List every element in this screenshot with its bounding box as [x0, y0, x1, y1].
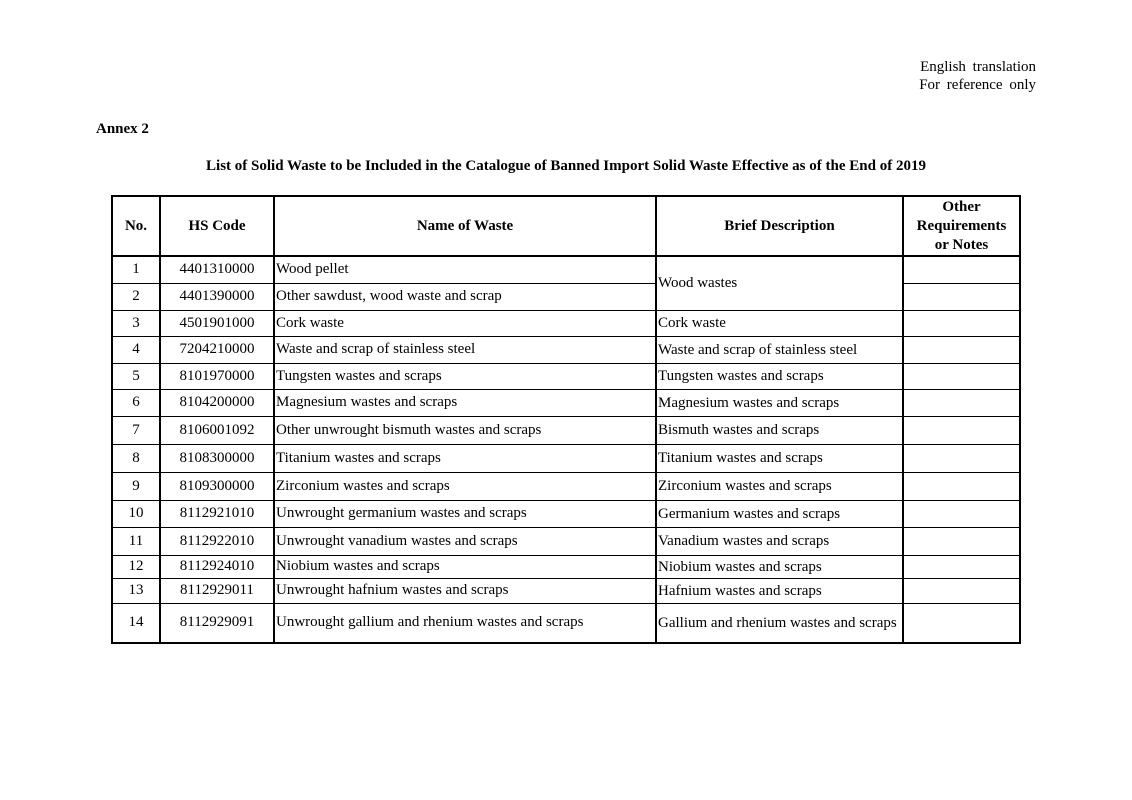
cell-description: Bismuth wastes and scraps — [656, 416, 903, 444]
cell-hs-code: 8112924010 — [160, 555, 274, 578]
cell-no: 8 — [112, 444, 160, 472]
cell-name: Other unwrought bismuth wastes and scraps — [274, 416, 656, 444]
cell-notes — [903, 603, 1020, 643]
cell-description: Gallium and rhenium wastes and scraps — [656, 603, 903, 643]
translation-note — [919, 58, 1036, 94]
table-row — [112, 472, 1020, 500]
cell-hs-code: 8109300000 — [160, 472, 274, 500]
cell-description: Zirconium wastes and scraps — [656, 472, 903, 500]
cell-hs-code: 8112921010 — [160, 500, 274, 527]
cell-hs-code: 8108300000 — [160, 444, 274, 472]
cell-name: Unwrought vanadium wastes and scraps — [274, 527, 656, 555]
cell-description: Magnesium wastes and scraps — [656, 389, 903, 416]
cell-no: 7 — [112, 416, 160, 444]
cell-description: Hafnium wastes and scraps — [656, 578, 903, 603]
cell-hs-code: 8112929011 — [160, 578, 274, 603]
cell-hs-code: 8112929091 — [160, 603, 274, 643]
waste-table — [111, 195, 1021, 644]
document-title: List of Solid Waste to be Included in the Catalogue of Banned Import Solid Waste Effective as of the End of 2019 — [206, 158, 926, 174]
cell-description: Titanium wastes and scraps — [656, 444, 903, 472]
cell-no: 13 — [112, 578, 160, 603]
cell-no: 14 — [112, 603, 160, 643]
cell-name: Other sawdust, wood waste and scrap — [274, 283, 656, 310]
column-header-notes-line: Requirements — [916, 217, 1007, 234]
table-header-row — [112, 196, 1020, 256]
cell-name: Unwrought gallium and rhenium wastes and scraps — [274, 603, 656, 643]
cell-notes — [903, 256, 1020, 283]
cell-name: Unwrought hafnium wastes and scraps — [274, 578, 656, 603]
cell-name: Wood pellet — [274, 256, 656, 283]
cell-name: Zirconium wastes and scraps — [274, 472, 656, 500]
cell-notes — [903, 527, 1020, 555]
cell-hs-code: 4401310000 — [160, 256, 274, 283]
cell-notes — [903, 389, 1020, 416]
cell-description: Cork waste — [656, 310, 903, 336]
cell-notes — [903, 336, 1020, 363]
annex-label: Annex 2 — [96, 121, 149, 137]
table-row — [112, 527, 1020, 555]
cell-hs-code: 8106001092 — [160, 416, 274, 444]
cell-hs-code: 4501901000 — [160, 310, 274, 336]
table-row — [112, 555, 1020, 578]
cell-name: Tungsten wastes and scraps — [274, 363, 656, 389]
cell-hs-code: 8104200000 — [160, 389, 274, 416]
cell-no: 1 — [112, 256, 160, 283]
table-row — [112, 578, 1020, 603]
column-header-name: Name of Waste — [274, 196, 656, 256]
cell-description: Vanadium wastes and scraps — [656, 527, 903, 555]
reference-note-line: For reference only — [919, 77, 1036, 93]
cell-name: Unwrought germanium wastes and scraps — [274, 500, 656, 527]
translation-note-line: English translation — [920, 59, 1036, 75]
cell-no: 9 — [112, 472, 160, 500]
cell-notes — [903, 472, 1020, 500]
cell-description: Wood wastes — [656, 256, 903, 310]
table-row — [112, 363, 1020, 389]
cell-name: Waste and scrap of stainless steel — [274, 336, 656, 363]
column-header-no: No. — [112, 196, 160, 256]
cell-hs-code: 8112922010 — [160, 527, 274, 555]
table-row — [112, 336, 1020, 363]
cell-hs-code: 7204210000 — [160, 336, 274, 363]
cell-no: 2 — [112, 283, 160, 310]
cell-notes — [903, 444, 1020, 472]
table-row — [112, 389, 1020, 416]
cell-notes — [903, 310, 1020, 336]
cell-hs-code: 4401390000 — [160, 283, 274, 310]
cell-notes — [903, 363, 1020, 389]
cell-no: 12 — [112, 555, 160, 578]
cell-no: 10 — [112, 500, 160, 527]
cell-description: Waste and scrap of stainless steel — [656, 336, 903, 363]
cell-name: Titanium wastes and scraps — [274, 444, 656, 472]
table-row — [112, 256, 1020, 283]
cell-notes — [903, 283, 1020, 310]
cell-description: Niobium wastes and scraps — [656, 555, 903, 578]
cell-hs-code: 8101970000 — [160, 363, 274, 389]
column-header-hs-code: HS Code — [160, 196, 274, 256]
cell-no: 3 — [112, 310, 160, 336]
column-header-description: Brief Description — [656, 196, 903, 256]
cell-no: 4 — [112, 336, 160, 363]
cell-description: Germanium wastes and scraps — [656, 500, 903, 527]
cell-notes — [903, 555, 1020, 578]
table-row — [112, 444, 1020, 472]
table-row — [112, 416, 1020, 444]
cell-notes — [903, 500, 1020, 527]
cell-no: 5 — [112, 363, 160, 389]
cell-no: 6 — [112, 389, 160, 416]
cell-notes — [903, 416, 1020, 444]
table-row — [112, 603, 1020, 643]
cell-name: Niobium wastes and scraps — [274, 555, 656, 578]
column-header-notes-line: Other — [942, 198, 981, 215]
cell-name: Magnesium wastes and scraps — [274, 389, 656, 416]
table-row — [112, 310, 1020, 336]
cell-name: Cork waste — [274, 310, 656, 336]
cell-no: 11 — [112, 527, 160, 555]
cell-description: Tungsten wastes and scraps — [656, 363, 903, 389]
table-row — [112, 500, 1020, 527]
cell-notes — [903, 578, 1020, 603]
column-header-notes-line: or Notes — [934, 236, 989, 253]
column-header-notes — [903, 196, 1020, 256]
